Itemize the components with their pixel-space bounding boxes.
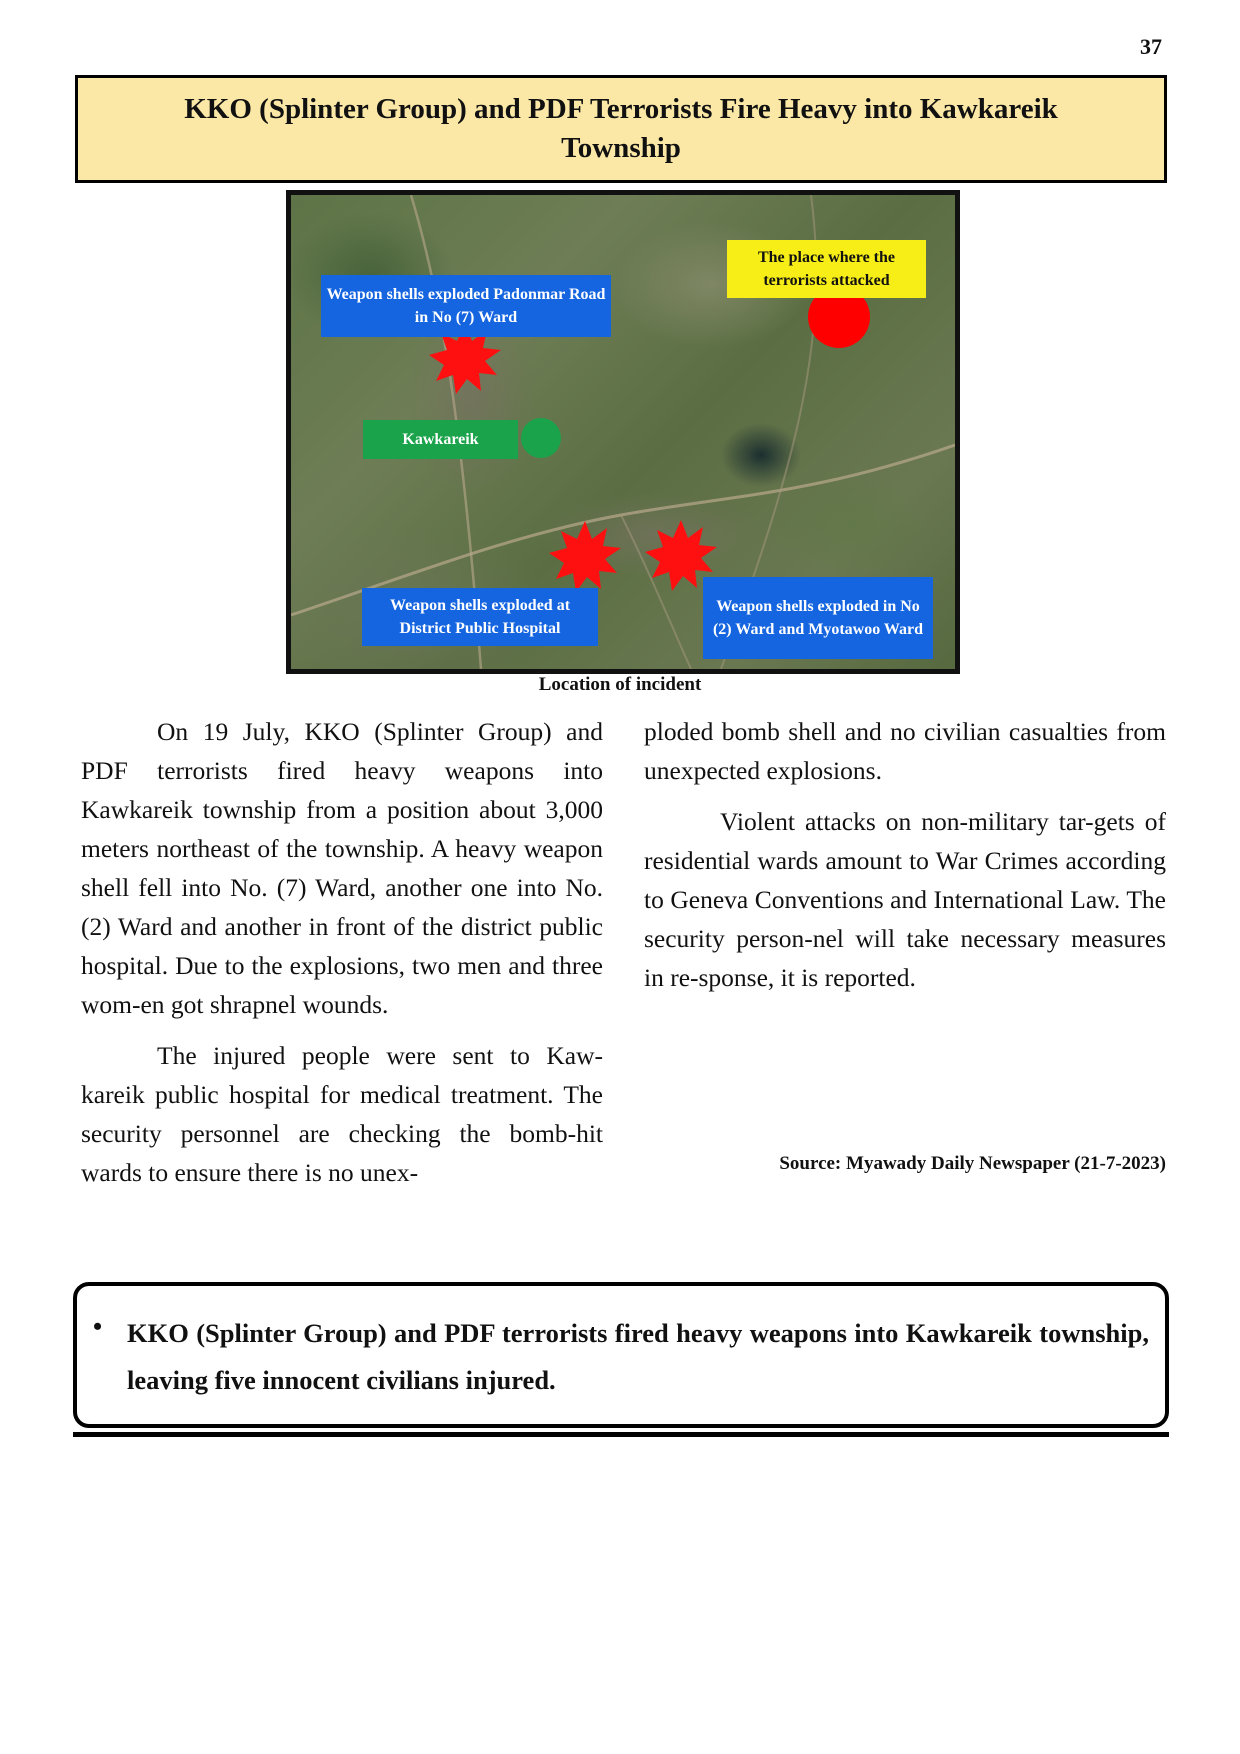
label-attack-place: The place where the terrorists attacked <box>727 240 926 298</box>
explosion-icon-hospital <box>549 521 621 592</box>
paragraph: On 19 July, KKO (Splinter Group) and PDF terrorists fired heavy weapons into Kawkareik township from a position about 3,000 meters northeast of the township. A heavy weapon shell fell into No. (7) Ward, another one into No. (2) Ward and another in front of the district public hospital. Due to the explosions, two men and three wom-en got shrapnel wounds. <box>81 717 603 1019</box>
label-padonmar-road: Weapon shells exploded Padonmar Road in No (7) Ward <box>321 275 611 337</box>
incident-map <box>286 190 960 674</box>
label-ward2-myotawoo: Weapon shells exploded in No (2) Ward and Myotawoo Ward <box>703 577 933 659</box>
kawkareik-marker <box>521 418 561 458</box>
bullet-icon: • <box>93 1312 103 1341</box>
article-column-right <box>644 712 1166 1009</box>
paragraph: The injured people were sent to Kaw-kareik public hospital for medical treatment. The security personnel are checking the bomb-hit wards to ensure there is no unex- <box>81 1041 603 1187</box>
bottom-rule <box>73 1432 1169 1437</box>
source-citation: Source: Myawady Daily Newspaper (21-7-2023) <box>779 1153 1166 1174</box>
page-number: 37 <box>1140 34 1162 59</box>
map-caption: Location of incident <box>538 674 702 695</box>
paragraph: ploded bomb shell and no civilian casualties from unexpected explosions. <box>644 717 1166 785</box>
summary-text: KKO (Splinter Group) and PDF terrorists fired heavy weapons into Kawkareik township, leaving five innocent civilians injured. <box>127 1318 1149 1395</box>
label-kawkareik: Kawkareik <box>363 420 518 459</box>
paragraph: Violent attacks on non-military tar-gets of residential wards amount to War Crimes according to Geneva Conventions and International Law. The security person-nel will take necessary measures in re-sponse, it is reported. <box>644 807 1166 992</box>
title-banner <box>75 75 1167 183</box>
summary-box <box>73 1282 1169 1428</box>
label-hospital: Weapon shells exploded at District Public Hospital <box>362 588 598 646</box>
page-title: KKO (Splinter Group) and PDF Terrorists Fire Heavy into Kawkareik Township <box>184 93 1058 164</box>
article-column-left <box>81 712 603 1204</box>
